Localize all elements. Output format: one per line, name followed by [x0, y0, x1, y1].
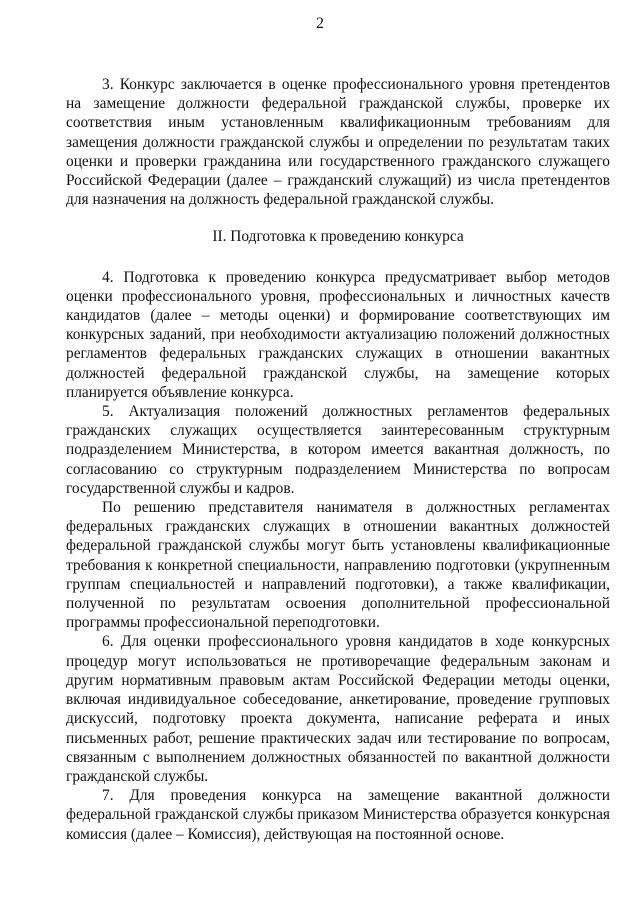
paragraph-3: 3. Конкурс заключается в оценке профессионального уровня претендентов на замещение должности федеральной гражданской службы, проверке их соответствия иным установленным квалификационным требованиям для замещения должности гражданской службы и определении по результатам таких оценки и проверки гражданина или государственного гражданского служащего Российской Федерации (далее – гражданский служащий) из числа претендентов для назначения на должность федеральной гражданской службы. — [66, 76, 610, 209]
page-number: 2 — [316, 15, 324, 32]
paragraph-4: 4. Подготовка к проведению конкурса предусматривает выбор методов оценки профессионального уровня, профессиональных и личностных качеств кандидатов (далее – методы оценки) и формирование соответствующих им конкурсных заданий, при необходимости актуализацию положений должностных регламентов федеральных гражданских служащих в отношении вакантных должностей федеральной гражданской службы, на замещение которых планируется объявление конкурса. — [66, 268, 610, 401]
document-body — [66, 75, 610, 844]
paragraph-5: 5. Актуализация положений должностных регламентов федеральных гражданских служащих осуществляется заинтересованным структурным подразделением Министерства, в котором имеется вакантная должность, по согласованию со структурным подразделением Министерства по вопросам государственной службы и кадров. — [66, 403, 610, 497]
paragraph-6: 6. Для оценки профессионального уровня кандидатов в ходе конкурсных процедур могут использоваться не противоречащие федеральным законам и другим нормативным правовым актам Российской Федерации методы оценки, включая индивидуальное собеседование, анкетирование, проведение групповых дискуссий, подготовку проекта документа, написание реферата и иных письменных работ, решение практических задач или тестирование по вопросам, связанным с выполнением должностных обязанностей по вакантной должности гражданской службы. — [66, 633, 610, 785]
paragraph-5-continuation: По решению представителя нанимателя в должностных регламентах федеральных гражданских служащих в отношении вакантных должностей федеральной гражданской службы могут быть установлены квалификационные требования к конкретной специальности, направлению подготовки (укрупненным группам специальностей и направлений подготовки), а также квалификации, полученной по результатам освоения дополнительной профессиональной программы профессиональной переподготовки. — [66, 499, 610, 632]
paragraph-7: 7. Для проведения конкурса на замещение вакантной должности федеральной гражданской службы приказом Министерства образуется конкурсная комиссия (далее – Комиссия), действующая на постоянной основе. — [66, 787, 610, 843]
section-heading: II. Подготовка к проведению конкурса — [212, 228, 464, 246]
